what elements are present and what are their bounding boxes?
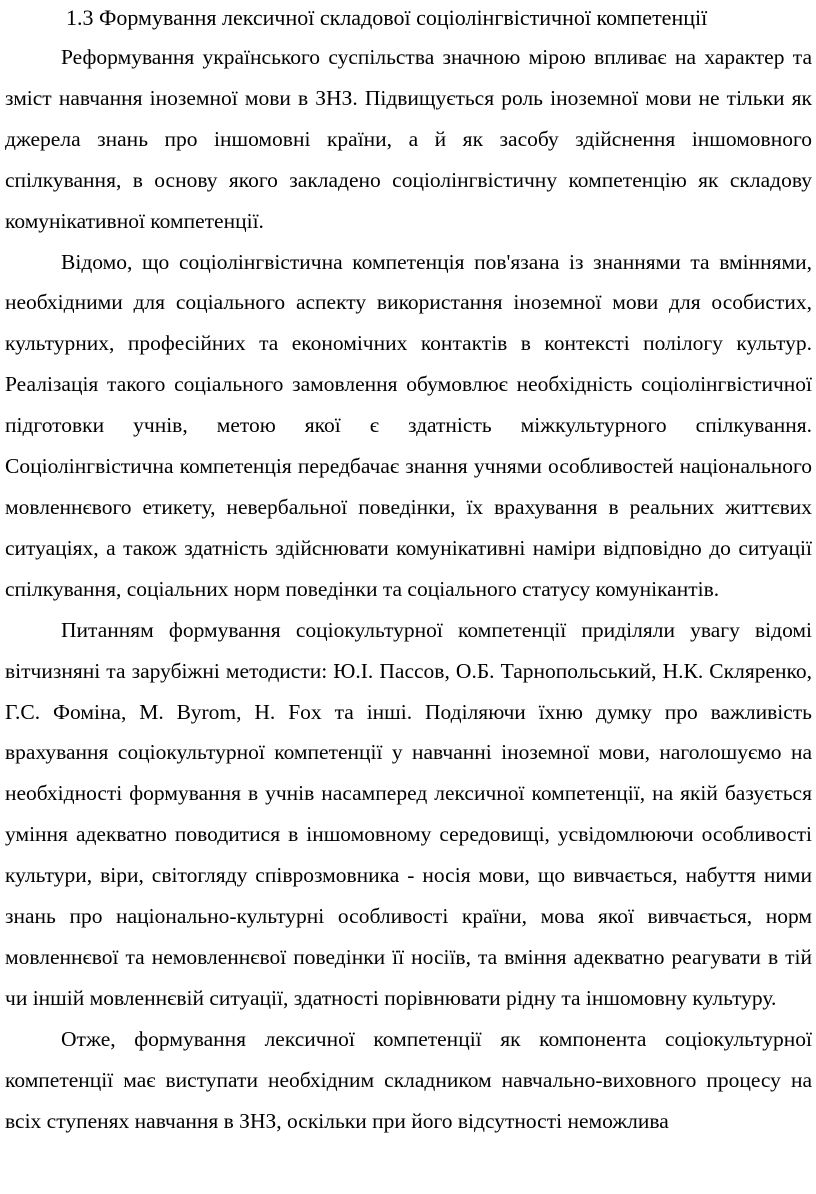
paragraph-3: Питанням формування соціокультурної компетенції приділяли увагу відомі вітчизняні та зарубіжні методисти: Ю.І. Пассов, О.Б. Тарнопольський, Н.К. Скляренко, Г.С. Фоміна, M. Вуrom, H. Fox та інші. Поділяючи їхню думку про важливість врахування соціокультурної компетенції у навчанні іноземної мови, наголошуємо на необхідності формування в учнів насамперед лексичної компетенції, на якій базується уміння адекватно поводитися в іншомовному середовищі, усвідомлюючи особливості культури, віри, світогляду співрозмовника - носія мови, що вивчається, набуття ними знань про національно-культурні особливості країни, мова якої вивчається, норм мовленнєвої та немовленнєвої поведінки її носіїв, та вміння адекватно реагувати в тій чи іншій мовленнєвій ситуації, здатності порівнювати рідну та іншомовну культуру. [5,617,812,1010]
paragraph-2: Відомо, що соціолінгвістична компетенція пов'язана із знаннями та вміннями, необхідними для соціального аспекту використання іноземної мови для особистих, культурних, професійних та економічних контактів в контексті полілогу культур. Реалізація такого соціального замовлення обумовлює необхідність соціолінгвістичної підготовки учнів, метою якої є здатність міжкультурного спілкування. Соціолінгвістична компетенція передбачає знання учнями особливостей національного мовленнєвого етикету, невербальної поведінки, їх врахування в реальних життєвих ситуаціях, а також здатність здійснювати комунікативні наміри відповідно до ситуації спілкування, соціальних норм поведінки та соціального статусу комунікантів. [5,249,812,601]
section-heading: 1.3 Формування лексичної складової соціолінгвістичної компетенції [66,5,708,30]
paragraph-1: Реформування українського суспільства значною мірою впливає на характер та зміст навчання іноземної мови в ЗНЗ. Підвищується роль іноземної мови не тільки як джерела знань про іншомовні країни, а й як засобу здійснення іншомовного спілкування, в основу якого закладено соціолінгвістичну компетенцію як складову комунікативної компетенції. [5,45,812,233]
paragraph-4: Отже, формування лексичної компетенції як компонента соціокультурної компетенції має виступати необхідним складником навчально-виховного процесу на всіх ступенях навчання в ЗНЗ, оскільки при його відсутності неможлива [5,1026,812,1133]
